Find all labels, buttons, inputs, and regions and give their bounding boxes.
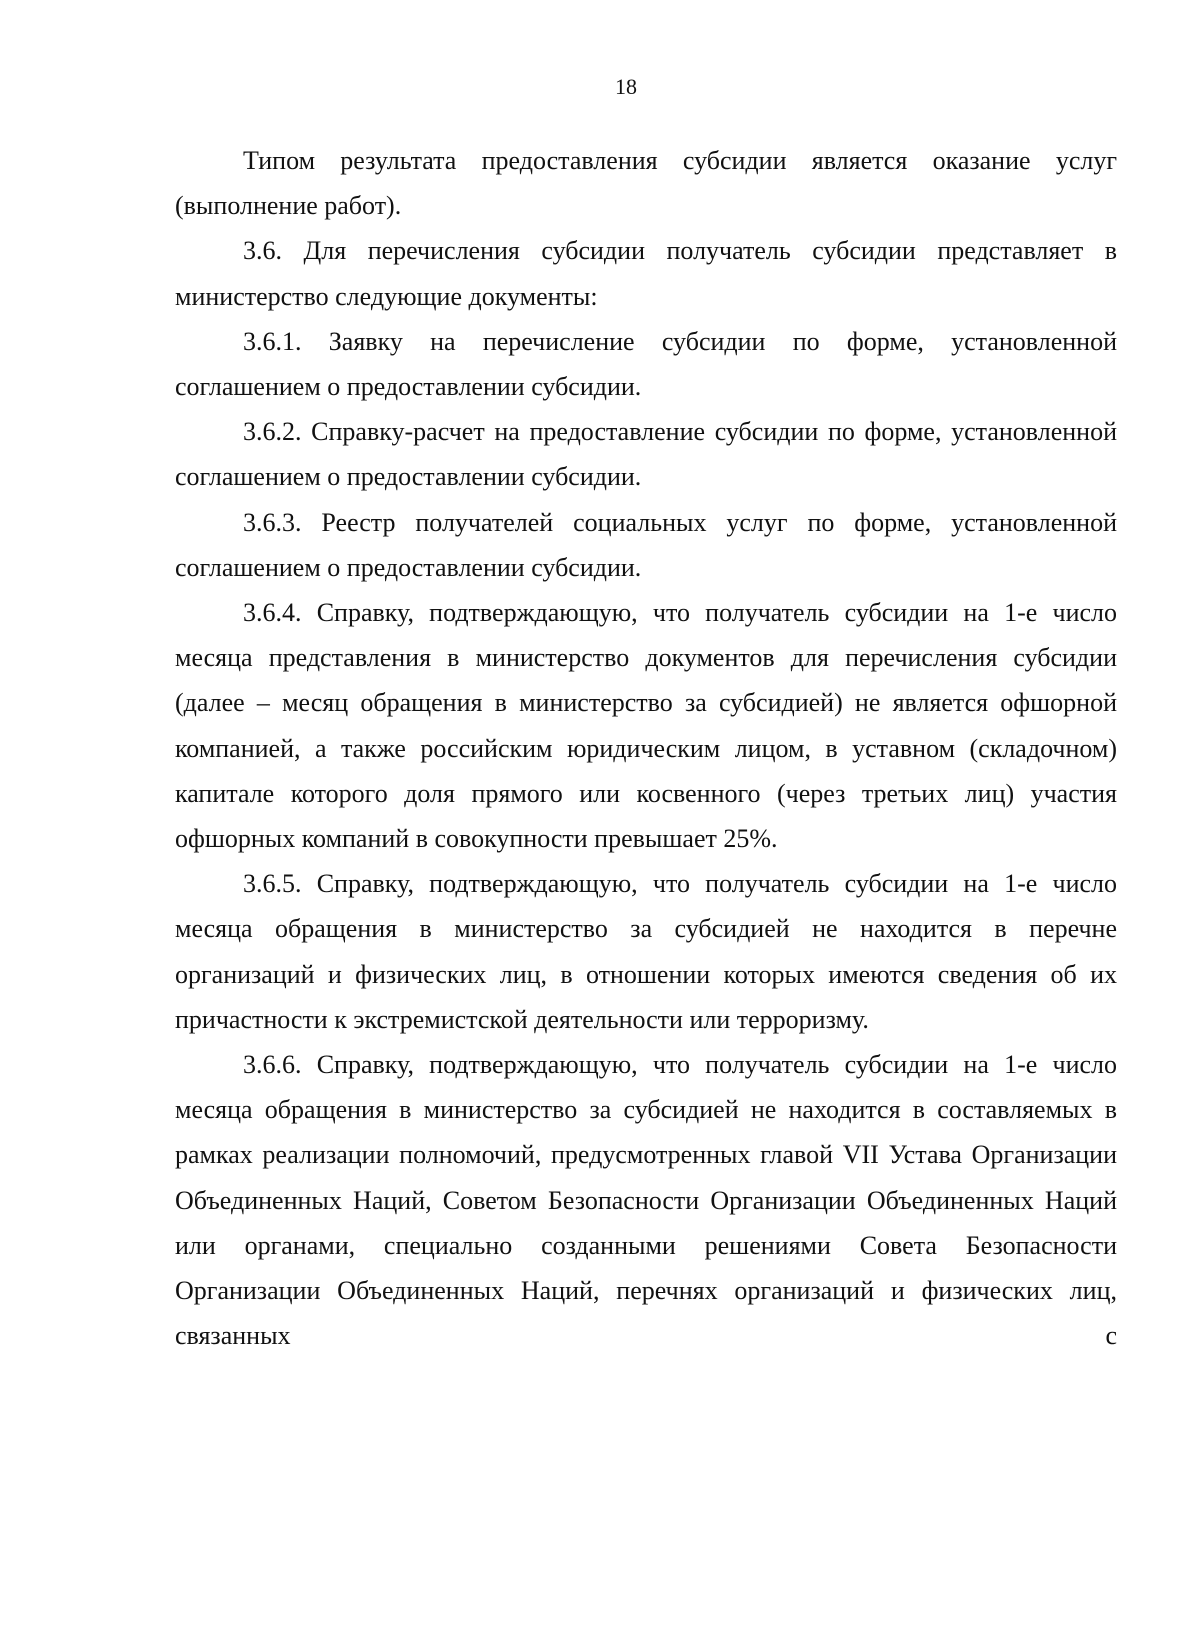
paragraph-3-6-2: 3.6.2. Справку-расчет на предоставление субсидии по форме, установленной соглашением о предоставлении субсидии. — [175, 417, 1117, 492]
document-body — [175, 138, 1117, 1358]
paragraph-3-6-4: 3.6.4. Справку, подтверждающую, что получатель субсидии на 1-е число месяца представления в министерство документов для перечисления субсидии (далее – месяц обращения в министерство за субсидией) не является офшорной компанией, а также российским юридическим лицом, в уставном (складочном) капитале которого доля прямого или косвенного (через третьих лиц) участия офшорных компаний в совокупности превышает 25%. — [175, 598, 1117, 854]
paragraph-result-type: Типом результата предоставления субсидии является оказание услуг (выполнение работ). — [175, 146, 1117, 221]
paragraph-3-6-6: 3.6.6. Справку, подтверждающую, что получатель субсидии на 1-е число месяца обращения в министерство за субсидией не находится в составляемых в рамках реализации полномочий, предусмотренных главой VII Устава Организации Объединенных Наций, Советом Безопасности Организации Объединенных Наций или органами, специально созданными решениями Совета Безопасности Организации Объединенных Наций, перечнях организаций и физических лиц, связанных с — [175, 1050, 1117, 1351]
paragraph-3-6: 3.6. Для перечисления субсидии получатель субсидии представляет в министерство следующие документы: — [175, 236, 1117, 311]
page-number: 18 — [615, 74, 637, 99]
paragraph-3-6-5: 3.6.5. Справку, подтверждающую, что получатель субсидии на 1-е число месяца обращения в министерство за субсидией не находится в перечне организаций и физических лиц, в отношении которых имеются сведения об их причастности к экстремистской деятельности или терроризму. — [175, 869, 1117, 1034]
paragraph-3-6-3: 3.6.3. Реестр получателей социальных услуг по форме, установленной соглашением о предоставлении субсидии. — [175, 507, 1117, 582]
paragraph-3-6-1: 3.6.1. Заявку на перечисление субсидии по форме, установленной соглашением о предоставлении субсидии. — [175, 326, 1117, 402]
